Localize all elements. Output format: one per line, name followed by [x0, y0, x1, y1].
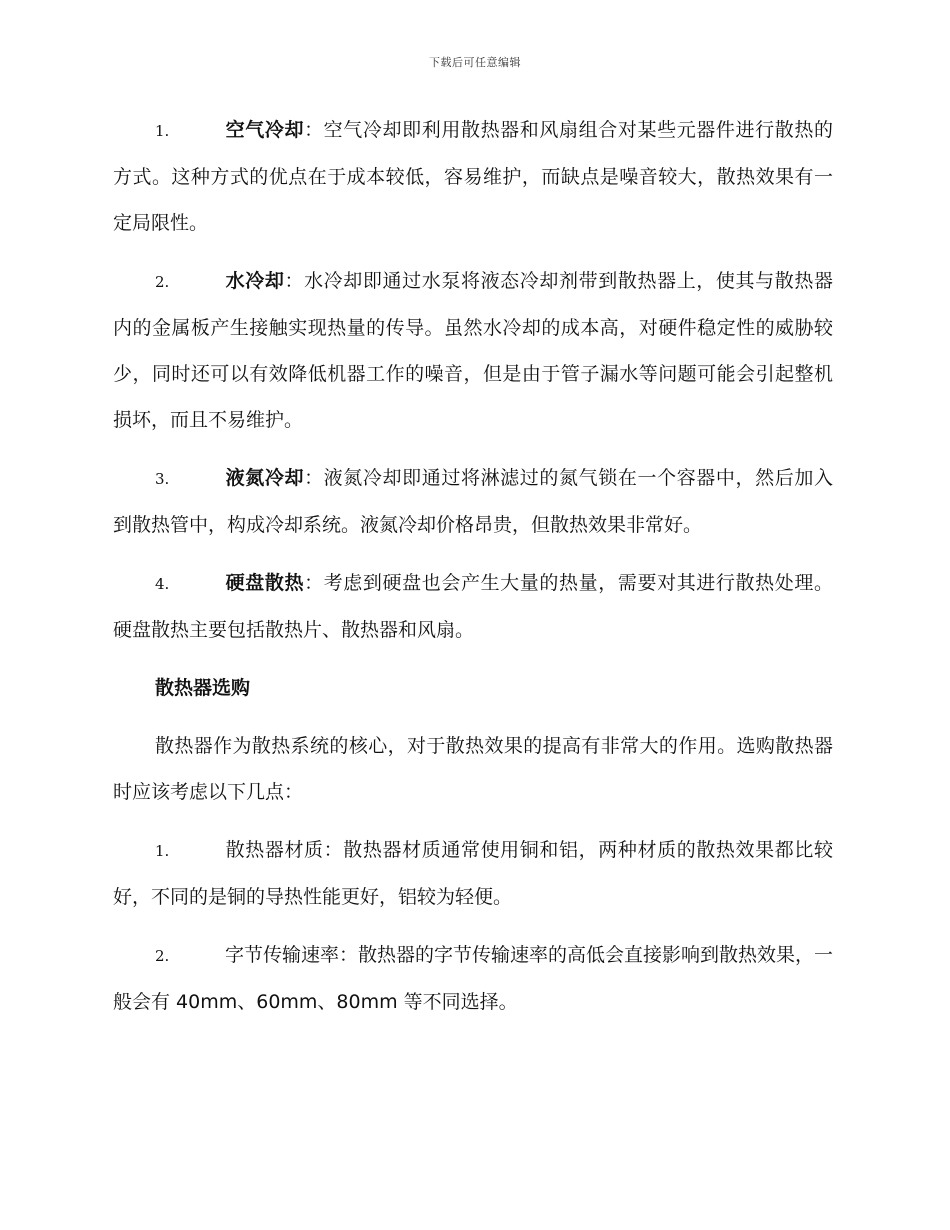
list-item-air-cooling	[113, 107, 833, 246]
list-term: 空气冷却	[225, 119, 305, 141]
list-item-water-cooling	[113, 258, 833, 443]
document-body	[113, 107, 833, 1037]
list-body: 散热器材质：散热器材质通常使用铜和铝，两种材质的散热效果都比较好，不同的是铜的导热性能更好，铝较为轻便。	[113, 839, 833, 908]
list-item-liquid-nitrogen	[113, 455, 833, 548]
list-body: ：液氮冷却即通过将淋滤过的氮气锁在一个容器中，然后加入到散热管中，构成冷却系统。液氮冷却价格昂贵，但散热效果非常好。	[113, 467, 833, 536]
list-item-hdd-cooling	[113, 560, 833, 653]
list-number: 2.	[155, 947, 170, 965]
list-item-transfer-rate	[113, 932, 833, 1025]
list-number: 2.	[155, 273, 170, 291]
list-term: 硬盘散热	[225, 572, 305, 594]
section-title: 散热器选购	[155, 677, 251, 699]
list-number: 4.	[155, 575, 170, 593]
list-body: ：水冷却即通过水泵将液态冷却剂带到散热器上，使其与散热器内的金属板产生接触实现热量的传导。虽然水冷却的成本高，对硬件稳定性的威胁较少，同时还可以有效降低机器工作的噪音，但是由于管子漏水等问题可能会引起整机损坏，而且不易维护。	[113, 270, 833, 431]
list-number: 3.	[155, 470, 170, 488]
list-body: ：考虑到硬盘也会产生大量的热量，需要对其进行散热处理。硬盘散热主要包括散热片、散热器和风扇。	[113, 572, 833, 641]
list-term: 液氮冷却	[225, 467, 305, 489]
section-intro: 散热器作为散热系统的核心，对于散热效果的提高有非常大的作用。选购散热器时应该考虑以下几点：	[113, 735, 833, 803]
list-body: 字节传输速率：散热器的字节传输速率的高低会直接影响到散热效果，一般会有 40mm、60mm、80mm 等不同选择。	[113, 944, 834, 1013]
list-body: ：空气冷却即利用散热器和风扇组合对某些元器件进行散热的方式。这种方式的优点在于成本较低，容易维护，而缺点是噪音较大，散热效果有一定局限性。	[113, 119, 833, 234]
list-term: 水冷却	[225, 270, 285, 292]
list-number: 1.	[155, 842, 170, 860]
list-item-material	[113, 827, 833, 920]
page-header: 下载后可任意编辑	[429, 56, 521, 69]
list-number: 1.	[155, 122, 170, 140]
